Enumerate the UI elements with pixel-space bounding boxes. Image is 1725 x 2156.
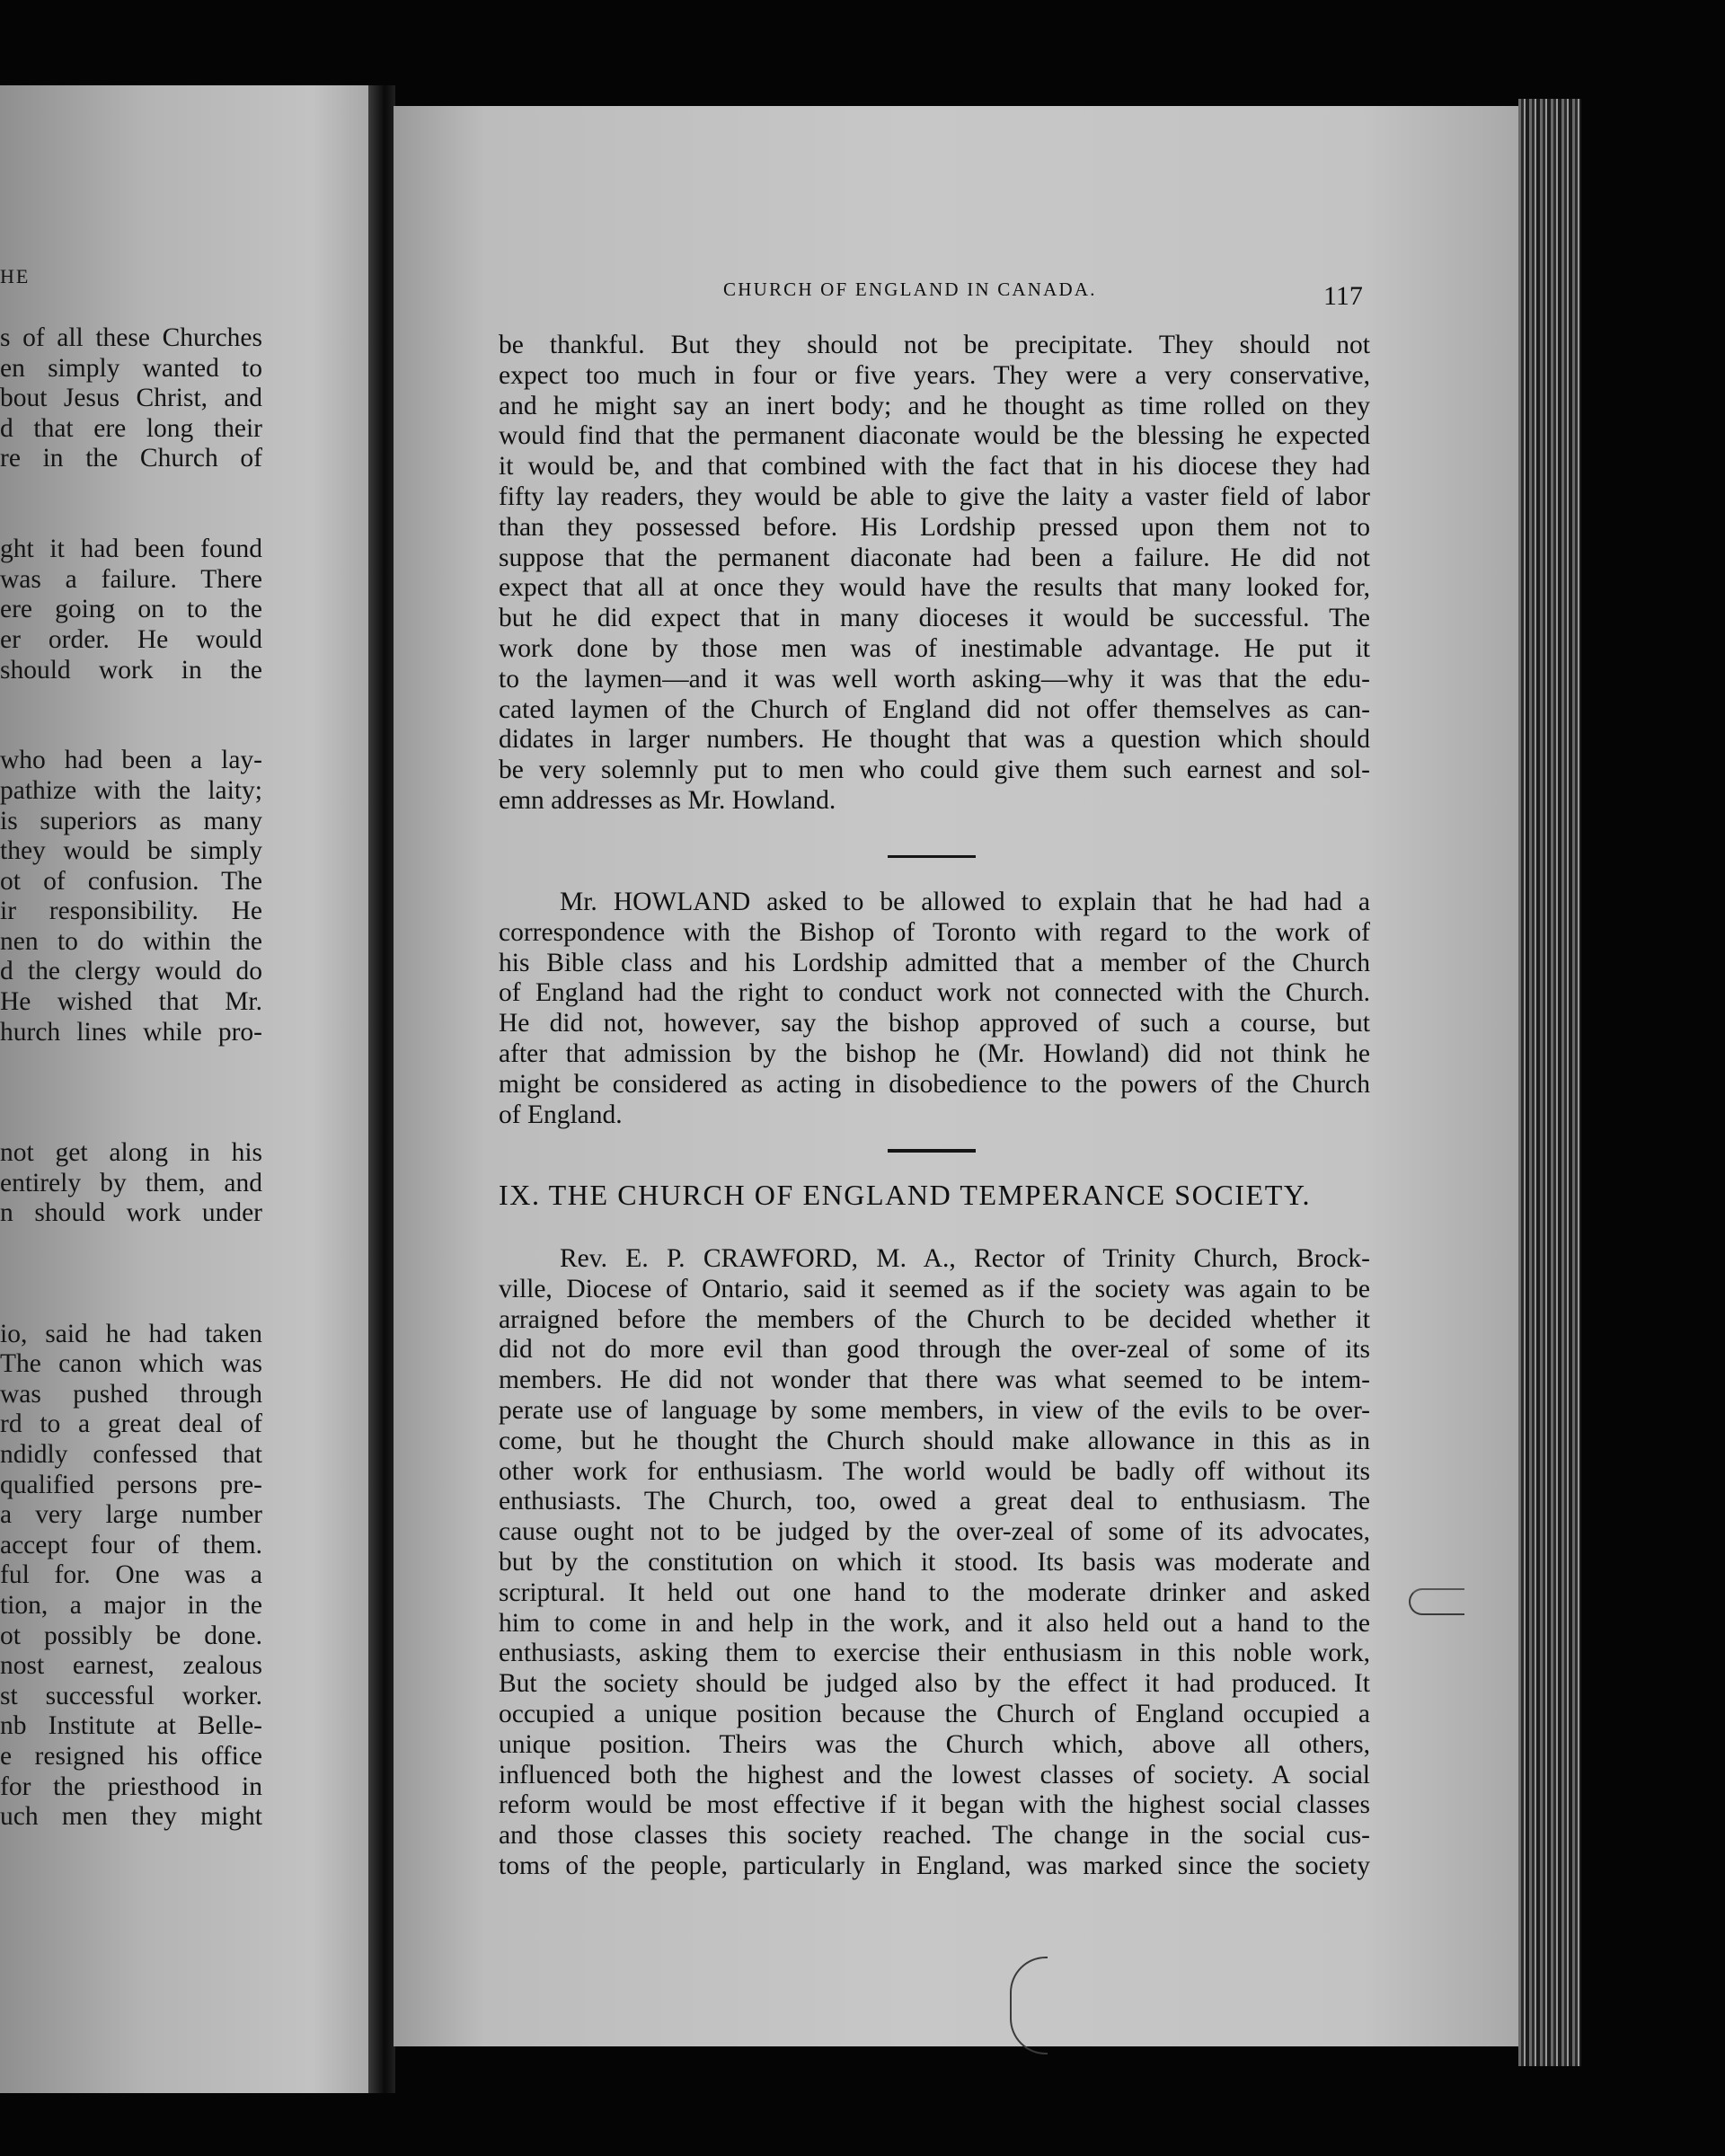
text-line: correspondence with the Bishop of Toronto with regard to the work of xyxy=(499,917,1370,947)
left-running-head: HE xyxy=(0,265,31,287)
page-edges xyxy=(1518,99,1581,2066)
text-line: suppose that the permanent diaconate had been a failure. He did not xyxy=(499,543,1370,572)
text-line: perate use of language by some members, in view of the evils to be over- xyxy=(499,1395,1370,1425)
text-line: was pushed through xyxy=(0,1379,262,1409)
paragraph-crawford xyxy=(499,1244,1370,1882)
text-line: of England had the right to conduct work not connected with the Church. xyxy=(499,978,1370,1008)
text-line: a very large number xyxy=(0,1500,262,1530)
text-line: unique position. Theirs was the Church which, above all others, xyxy=(499,1729,1370,1759)
book-gutter xyxy=(368,85,395,2093)
text-line: st successful worker. xyxy=(0,1681,262,1710)
text-line xyxy=(0,1108,262,1138)
text-line: He wished that Mr. xyxy=(0,987,262,1017)
text-line: re in the Church of xyxy=(0,444,262,473)
text-line: enthusiasts. The Church, too, owed a great deal to enthusiasm. The xyxy=(499,1487,1370,1516)
text-line: other work for enthusiasm. The world would be badly off without its xyxy=(499,1456,1370,1486)
section-rule xyxy=(888,1149,976,1153)
text-line: cated laymen of the Church of England did not offer themselves as can- xyxy=(499,694,1370,724)
page-number: 117 xyxy=(1323,281,1363,311)
text-line: entirely by them, and xyxy=(0,1168,262,1197)
text-line: nen to do within the xyxy=(0,926,262,956)
text-line: was a failure. There xyxy=(0,564,262,594)
text-line: ndidly confessed that xyxy=(0,1439,262,1469)
text-line: members. He did not wonder that there was what seemed to be intem- xyxy=(499,1365,1370,1395)
text-line: ot possibly be done. xyxy=(0,1621,262,1650)
text-line: s of all these Churches xyxy=(0,323,262,352)
text-line: it would be, and that combined with the fact that in his diocese they had xyxy=(499,452,1370,482)
text-line: after that admission by the bishop he (Mr. Howland) did not think he xyxy=(499,1038,1370,1068)
text-line: ere going on to the xyxy=(0,595,262,624)
text-line: Mr. HOWLAND asked to be allowed to explain that he had had a xyxy=(560,888,1370,916)
text-line: ght it had been found xyxy=(0,535,262,564)
text-line: but he did expect that in many dioceses it would be successful. The xyxy=(499,604,1370,633)
text-line: influenced both the highest and the lowest classes of society. A social xyxy=(499,1760,1370,1789)
text-line: they would be simply xyxy=(0,836,262,866)
text-line: would find that the permanent diaconate would be the blessing he expected xyxy=(499,421,1370,451)
text-line xyxy=(0,1289,262,1320)
text-line: be very solemnly put to men who could give them such earnest and sol- xyxy=(499,755,1370,785)
text-line: qualified persons pre- xyxy=(0,1470,262,1499)
text-line: But the society should be judged also by the effect it had produced. It xyxy=(499,1669,1370,1699)
text-line: nost earnest, zealous xyxy=(0,1651,262,1681)
text-line: didates in larger numbers. He thought that was a question which should xyxy=(499,725,1370,755)
text-line: to the laymen—and it was well worth asking—why it was that the edu- xyxy=(499,664,1370,694)
text-line: of England. xyxy=(499,1100,623,1129)
text-line: did not do more evil than good through the over-zeal of some of its xyxy=(499,1335,1370,1365)
text-line xyxy=(0,1229,262,1259)
paragraph-howland xyxy=(499,888,1370,1130)
text-line: but by the constitution on which it stood. Its basis was moderate and xyxy=(499,1547,1370,1577)
text-line: Rev. E. P. CRAWFORD, M. A., Rector of Trinity Church, Brock- xyxy=(560,1244,1370,1273)
text-line: who had been a lay- xyxy=(0,746,262,775)
text-line: be thankful. But they should not be precipitate. They should not xyxy=(499,331,1370,359)
text-line: er order. He would xyxy=(0,624,262,654)
text-line: ir responsibility. He xyxy=(0,897,262,926)
section-rule xyxy=(888,855,976,858)
text-line: is superiors as many xyxy=(0,806,262,835)
text-line: cause ought not to be judged by the over-zeal of some of its advocates, xyxy=(499,1517,1370,1547)
text-line xyxy=(0,1078,262,1109)
left-page-text xyxy=(0,323,262,1833)
text-line: d the clergy would do xyxy=(0,957,262,986)
text-line: fifty lay readers, they would be able to give the laity a vaster field of labor xyxy=(499,482,1370,511)
text-line: d that ere long their xyxy=(0,413,262,443)
text-line: emn addresses as Mr. Howland. xyxy=(499,785,836,815)
text-line: bout Jesus Christ, and xyxy=(0,384,262,413)
text-line: his Bible class and his Lordship admitted that a member of the Church xyxy=(499,948,1370,977)
text-line: n should work under xyxy=(0,1198,262,1228)
text-line: ot of confusion. The xyxy=(0,866,262,896)
text-line: e resigned his office xyxy=(0,1741,262,1771)
text-line: He did not, however, say the bishop approved of such a course, but xyxy=(499,1009,1370,1038)
text-line: expect that all at once they would have the results that many looked for, xyxy=(499,573,1370,603)
text-line: arraigned before the members of the Church to be decided whether it xyxy=(499,1304,1370,1334)
text-line xyxy=(0,1259,262,1289)
text-line: accept four of them. xyxy=(0,1530,262,1560)
text-line: enthusiasts, asking them to exercise their enthusiasm in this noble work, xyxy=(499,1639,1370,1668)
text-line: hurch lines while pro- xyxy=(0,1017,262,1047)
paragraph-bishop-remarks xyxy=(499,331,1370,817)
text-line: should work in the xyxy=(0,655,262,685)
text-line: tion, a major in the xyxy=(0,1590,262,1620)
text-line: toms of the people, particularly in England, was marked since the society xyxy=(499,1851,1370,1880)
text-line: and those classes this society reached. The change in the social cus- xyxy=(499,1821,1370,1851)
text-line: ville, Diocese of Ontario, said it seemed as if the society was again to be xyxy=(499,1274,1370,1303)
text-line: The canon which was xyxy=(0,1349,262,1379)
text-line: uch men they might xyxy=(0,1802,262,1832)
text-line xyxy=(0,505,262,535)
pencil-mark xyxy=(1409,1588,1464,1615)
text-line xyxy=(0,685,262,716)
running-head: CHURCH OF ENGLAND IN CANADA. xyxy=(723,278,1097,300)
text-line: work done by those men was of inestimable advantage. He put it xyxy=(499,633,1370,663)
text-line: not get along in his xyxy=(0,1138,262,1168)
text-line: scriptural. It held out one hand to the moderate drinker and asked xyxy=(499,1577,1370,1607)
text-line: nb Institute at Belle- xyxy=(0,1711,262,1741)
text-line xyxy=(0,474,262,505)
text-line xyxy=(0,716,262,747)
text-line: expect too much in four or five years. They were a very conservative, xyxy=(499,360,1370,390)
section-heading: IX. THE CHURCH OF ENGLAND TEMPERANCE SOCIETY. xyxy=(499,1179,1312,1211)
text-line: might be considered as acting in disobedience to the powers of the Church xyxy=(499,1069,1370,1099)
text-line: pathize with the laity; xyxy=(0,775,262,805)
text-line: occupied a unique position because the Church of England occupied a xyxy=(499,1699,1370,1728)
text-line: him to come in and help in the work, and it also held out a hand to the xyxy=(499,1608,1370,1638)
text-line: come, but he thought the Church should make allowance in this as in xyxy=(499,1426,1370,1455)
text-line: rd to a great deal of xyxy=(0,1409,262,1439)
text-line: and he might say an inert body; and he thought as time rolled on they xyxy=(499,391,1370,420)
text-line: than they possessed before. His Lordship pressed upon them not to xyxy=(499,512,1370,542)
text-line: ful for. One was a xyxy=(0,1560,262,1590)
text-line: for the priesthood in xyxy=(0,1772,262,1801)
text-line: reform would be most effective if it began with the highest social classes xyxy=(499,1790,1370,1820)
text-line: en simply wanted to xyxy=(0,353,262,383)
text-line: io, said he had taken xyxy=(0,1319,262,1348)
text-line xyxy=(0,1047,262,1078)
